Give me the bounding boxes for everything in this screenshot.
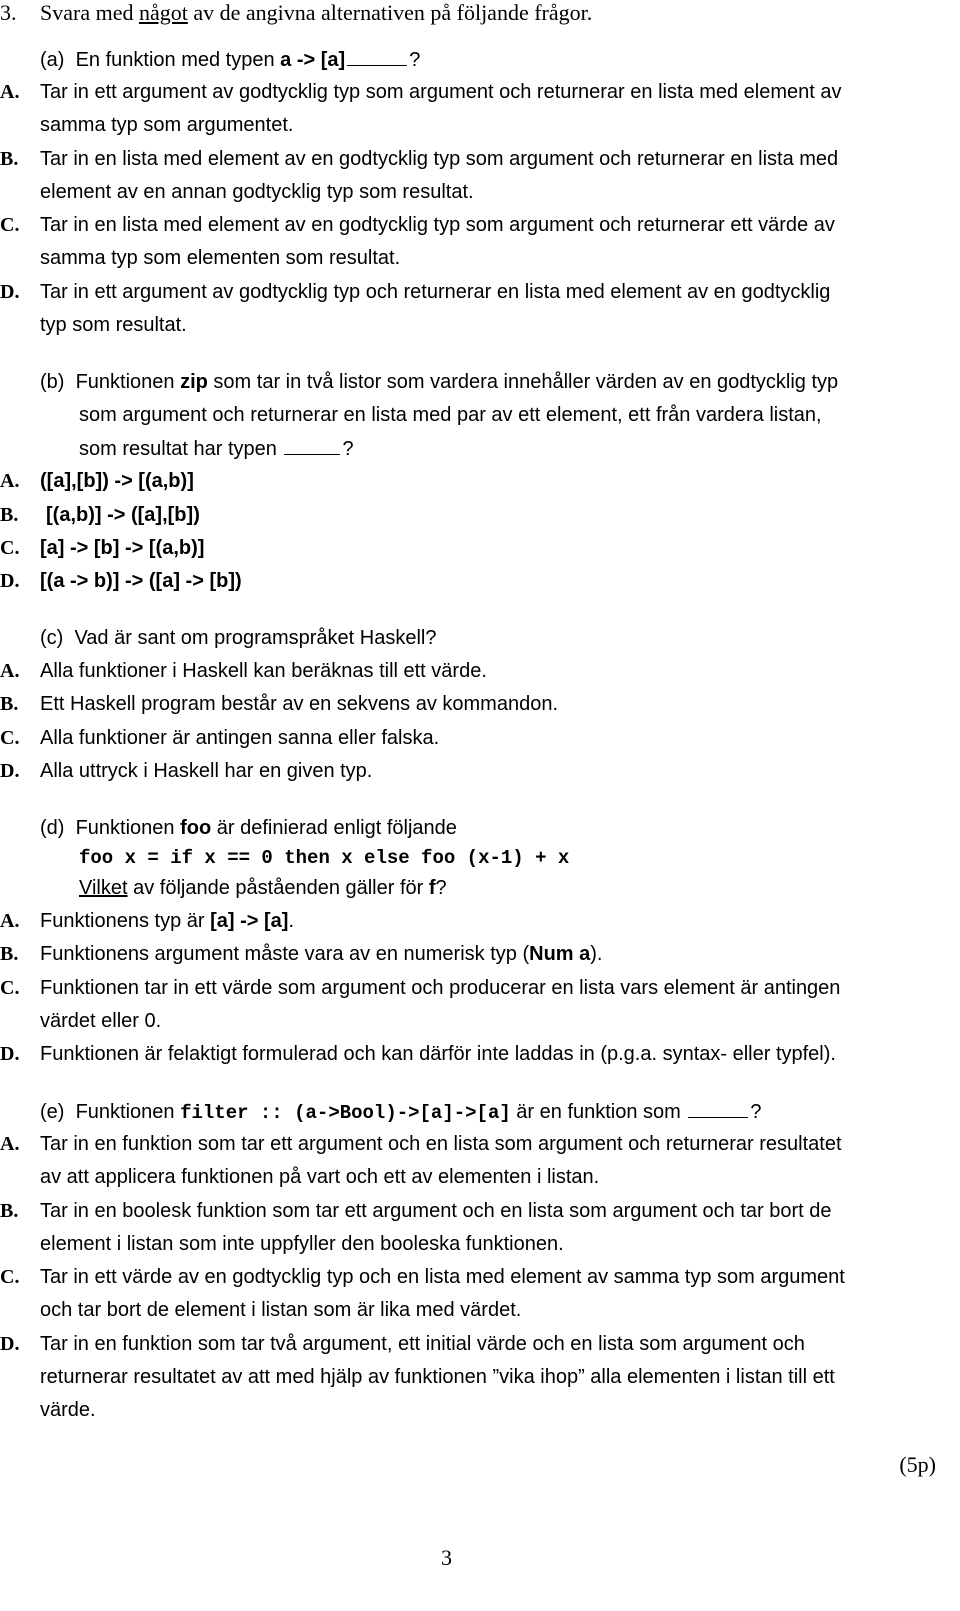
- part-a-option-a-cont: samma typ som argumentet.: [40, 114, 294, 136]
- option-label-d: D.: [0, 760, 20, 782]
- option-label-c: C.: [0, 977, 20, 999]
- option-label-b: B.: [0, 1200, 19, 1222]
- part-c-option-b: Ett Haskell program består av en sekvens av kommandon.: [40, 693, 559, 715]
- part-d-underlined: Vilket: [79, 877, 128, 899]
- intro-text: Svara med: [40, 0, 139, 25]
- part-d-option-c: Funktionen tar in ett värde som argument och producerar en lista vars element är antingen: [40, 977, 841, 999]
- part-e-tag: (e): [40, 1101, 65, 1123]
- part-d-b-text: Funktionens argument måste vara av en numerisk typ (: [40, 943, 530, 965]
- part-c-option-a: Alla funktioner i Haskell kan beräknas till ett värde.: [40, 660, 487, 682]
- part-e-text: Funktionen: [75, 1101, 181, 1123]
- part-d-f: f: [428, 877, 436, 899]
- points: (5p): [899, 1452, 936, 1477]
- part-e-option-d: Tar in en funktion som tar två argument, ett initial värde och en lista som argument och: [40, 1333, 805, 1355]
- part-e-option-b: Tar in en boolesk funktion som tar ett argument och en lista som argument och tar bort de: [40, 1200, 832, 1222]
- part-d-question-line3: [79, 876, 447, 900]
- part-b-option-d: [(a -> b)] -> ([a] -> [b]): [40, 570, 242, 592]
- part-a-tag: (a): [40, 49, 65, 71]
- option-label-c: C.: [0, 1266, 20, 1288]
- option-label-c: C.: [0, 727, 20, 749]
- part-b-question-line1: [40, 370, 838, 394]
- option-label-a: A.: [0, 660, 20, 682]
- part-e-question: [40, 1099, 762, 1125]
- question-number: 3.: [0, 0, 17, 25]
- option-label-d: D.: [0, 1043, 20, 1065]
- part-d-option-d: Funktionen är felaktigt formulerad och kan därför inte laddas in (p.g.a. syntax- eller typfel).: [40, 1043, 836, 1065]
- option-label-a: A.: [0, 910, 20, 932]
- intro-text-end: av de angivna alternativen på följande frågor.: [187, 0, 593, 25]
- part-b-option-b: [(a,b)] -> ([a],[b]): [46, 504, 200, 526]
- question-intro: [40, 0, 592, 26]
- option-label-b: B.: [0, 943, 19, 965]
- option-label-b: B.: [0, 504, 19, 526]
- part-d-qmark: ?: [435, 877, 447, 899]
- option-label-c: C.: [0, 537, 20, 559]
- answer-blank: [284, 436, 340, 455]
- option-label-d: D.: [0, 570, 20, 592]
- part-b-question-line2: som argument och returnerar en lista med par av ett element, ett från vardera listan,: [79, 404, 822, 426]
- part-c-option-d: Alla uttryck i Haskell har en given typ.: [40, 760, 373, 782]
- part-d-a-text: Funktionens typ är: [40, 910, 211, 932]
- part-a-option-d-cont: typ som resultat.: [40, 314, 187, 336]
- part-a-option-b-cont: element av en annan godtycklig typ som resultat.: [40, 181, 474, 203]
- part-d-code-line: foo x = if x == 0 then x else foo (x-1) + x: [79, 847, 570, 869]
- part-b-code: zip: [180, 371, 208, 393]
- part-d-question-line1: [40, 816, 457, 840]
- part-b-question-line3: [79, 436, 354, 461]
- part-a-option-b: Tar in en lista med element av en godtycklig typ som argument och returnerar en lista med: [40, 148, 839, 170]
- option-label-a: A.: [0, 81, 20, 103]
- part-b-text-end: som tar in två listor som vardera innehåller värden av en godtycklig typ: [207, 371, 839, 393]
- part-b-option-c: [a] -> [b] -> [(a,b)]: [40, 537, 205, 559]
- part-a-text: En funktion med typen: [75, 49, 281, 71]
- part-d-tag: (d): [40, 817, 65, 839]
- part-e-qmark: ?: [750, 1101, 762, 1123]
- part-d-text: Funktionen: [75, 817, 181, 839]
- part-a-option-a: Tar in ett argument av godtycklig typ som argument och returnerar en lista med element av: [40, 81, 842, 103]
- answer-blank: [688, 1099, 748, 1118]
- part-a-type: a -> [a]: [280, 49, 346, 71]
- part-e-option-a: Tar in en funktion som tar ett argument och en lista som argument och returnerar resultatet: [40, 1133, 842, 1155]
- intro-underlined: något: [138, 0, 188, 25]
- option-label-b: B.: [0, 693, 19, 715]
- part-b-qmark: ?: [342, 438, 354, 460]
- part-e-option-b-cont: element i listan som inte uppfyller den booleska funktionen.: [40, 1233, 564, 1255]
- part-e-option-c: Tar in ett värde av en godtycklig typ och en lista med element av samma typ som argument: [40, 1266, 845, 1288]
- part-d-text-end: är definierad enligt följande: [211, 817, 457, 839]
- option-label-d: D.: [0, 281, 20, 303]
- part-e-option-d-cont2: värde.: [40, 1399, 96, 1421]
- part-c-text: Vad är sant om programspråket Haskell?: [74, 627, 437, 649]
- part-d-text-3: av följande påståenden gäller för: [127, 877, 429, 899]
- part-a-option-c: Tar in en lista med element av en godtycklig typ som argument och returnerar ett värde av: [40, 214, 835, 236]
- part-b-option-a: ([a],[b]) -> [(a,b)]: [40, 470, 194, 492]
- part-d-option-b: [40, 942, 602, 966]
- part-b-text: Funktionen: [75, 371, 181, 393]
- part-a-question: [40, 47, 420, 72]
- part-d-option-a: [40, 909, 294, 933]
- part-a-option-d: Tar in ett argument av godtycklig typ och returnerar en lista med element av en godtycklig: [40, 281, 831, 303]
- part-b-tag: (b): [40, 371, 65, 393]
- option-label-a: A.: [0, 1133, 20, 1155]
- part-d-a-end: .: [288, 910, 294, 932]
- part-d-a-code: [a] -> [a]: [210, 910, 289, 932]
- part-e-option-c-cont: och tar bort de element i listan som är lika med värdet.: [40, 1299, 522, 1321]
- option-label-b: B.: [0, 148, 19, 170]
- part-d-b-code: Num a: [529, 943, 591, 965]
- part-e-code: filter :: (a->Bool)->[a]->[a]: [180, 1102, 511, 1124]
- part-e-text-mid: är en funktion som: [510, 1101, 687, 1123]
- part-e-option-a-cont: av att applicera funktionen på vart och ett av elementen i listan.: [40, 1166, 600, 1188]
- part-a-option-c-cont: samma typ som elementen som resultat.: [40, 247, 401, 269]
- option-label-a: A.: [0, 470, 20, 492]
- part-c-option-c: Alla funktioner är antingen sanna eller falska.: [40, 727, 440, 749]
- part-d-code: foo: [180, 817, 212, 839]
- part-a-qmark: ?: [409, 49, 421, 71]
- option-label-d: D.: [0, 1333, 20, 1355]
- part-d-option-c-cont: värdet eller 0.: [40, 1010, 162, 1032]
- part-c-tag: (c): [40, 627, 64, 649]
- part-c-question: [40, 626, 436, 650]
- answer-blank: [347, 47, 407, 66]
- part-b-text-3: som resultat har typen: [79, 438, 283, 460]
- part-d-b-end: ).: [590, 943, 603, 965]
- option-label-c: C.: [0, 214, 20, 236]
- page-number: 3: [441, 1545, 452, 1570]
- part-e-option-d-cont: returnerar resultatet av att med hjälp av funktionen ”vika ihop” alla elementen i listan till ett: [40, 1366, 835, 1388]
